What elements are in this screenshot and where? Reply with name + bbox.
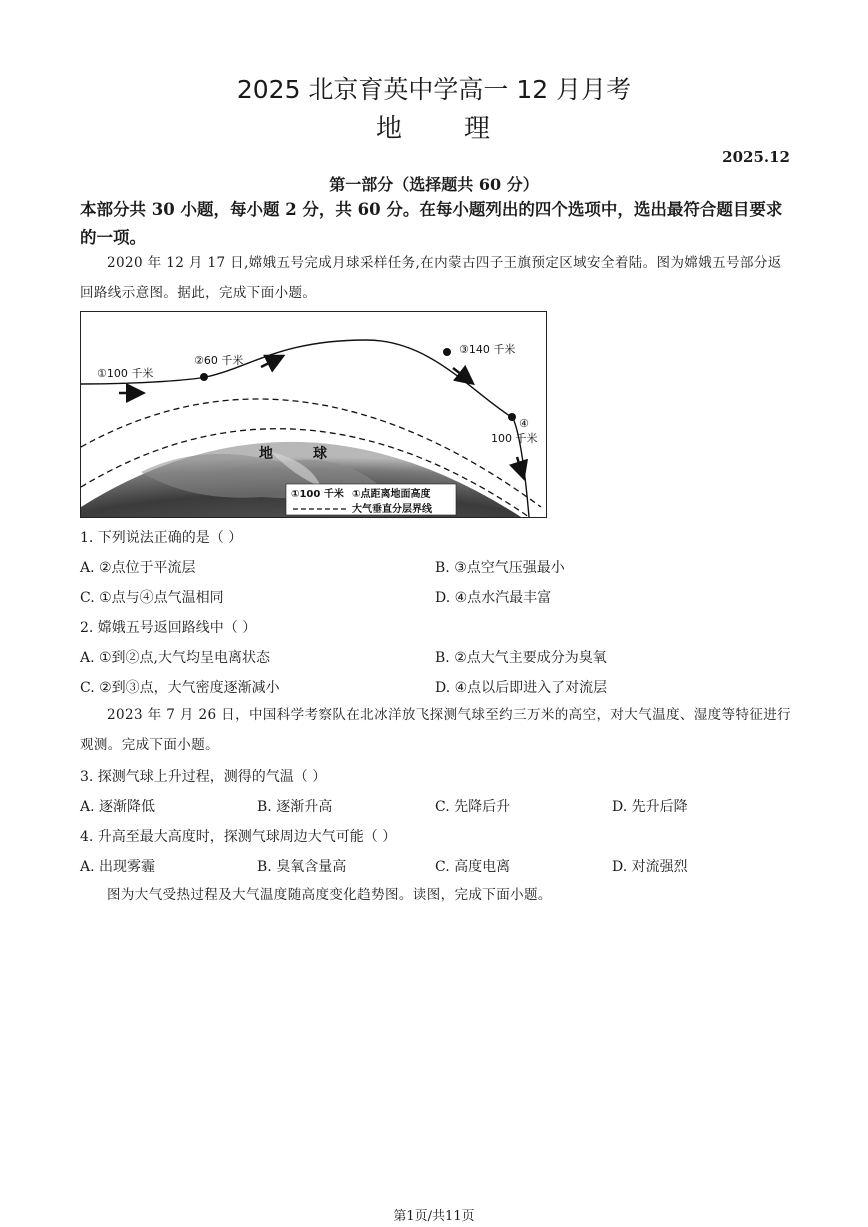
question-3-option-d: D. 先升后降 bbox=[612, 799, 688, 815]
question-2-option-a: A. ①到②点,大气均呈电离状态 bbox=[80, 650, 271, 666]
question-4-option-c: C. 高度电离 bbox=[435, 859, 511, 875]
route-point-3 bbox=[443, 348, 451, 356]
route-point-2 bbox=[200, 373, 208, 381]
label-point-3: ③140 千米 bbox=[459, 343, 516, 356]
label-point-4-altitude: 100 千米 bbox=[491, 432, 538, 445]
question-2-option-c: C. ②到③点，大气密度逐渐减小 bbox=[80, 680, 280, 696]
question-1-option-b: B. ③点空气压强最小 bbox=[435, 560, 565, 576]
exam-date: 2025.12 bbox=[722, 148, 790, 166]
question-1-option-a: A. ②点位于平流层 bbox=[80, 560, 196, 576]
question-2-option-b: B. ②点大气主要成分为臭氧 bbox=[435, 650, 607, 666]
question-2-stem: 2. 嫦娥五号返回路线中（ ） bbox=[80, 620, 257, 636]
question-1-option-c: C. ①点与④点气温相同 bbox=[80, 590, 224, 606]
question-3-stem: 3. 探测气球上升过程，测得的气温（ ） bbox=[80, 769, 327, 785]
question-3-option-a: A. 逐渐降低 bbox=[80, 799, 156, 815]
question-4-stem: 4. 升高至最大高度时，探测气球周边大气可能（ ） bbox=[80, 829, 397, 845]
question-4-option-d: D. 对流强烈 bbox=[612, 859, 688, 875]
passage-1: 2020 年 12 月 17 日,嫦娥五号完成月球采样任务,在内蒙古四子王旗预定区域安全着陆。图为嫦娥五号部分返回路线示意图。据此，完成下面小题。 bbox=[80, 255, 782, 301]
return-route-diagram bbox=[81, 312, 546, 517]
section-title: 第一部分（选择题共 60 分） bbox=[329, 175, 539, 194]
subject-title bbox=[0, 108, 868, 145]
subject-char-2: 理 bbox=[463, 114, 492, 144]
question-4-option-b: B. 臭氧含量高 bbox=[257, 859, 347, 875]
subject-char-1: 地 bbox=[375, 114, 404, 144]
legend-sample: ①100 千米 bbox=[291, 489, 344, 500]
label-point-1: ①100 千米 bbox=[97, 367, 154, 380]
question-4-option-a: A. 出现雾霾 bbox=[80, 859, 156, 875]
exam-title: 2025 北京育英中学高一 12 月月考 bbox=[236, 75, 632, 104]
page-number: 第1页/共11页 bbox=[393, 1209, 475, 1224]
label-point-4-number: ④ bbox=[519, 417, 529, 430]
return-route-figure bbox=[80, 311, 547, 518]
direction-arrow-2 bbox=[261, 357, 281, 367]
question-3-option-b: B. 逐渐升高 bbox=[257, 799, 333, 815]
question-1-stem: 1. 下列说法正确的是（ ） bbox=[80, 530, 243, 546]
question-3-option-c: C. 先降后升 bbox=[435, 799, 511, 815]
section-instructions: 本部分共 30 小题，每小题 2 分，共 60 分。在每小题列出的四个选项中，选出最符合题目要求的一项。 bbox=[80, 200, 783, 247]
passage-2: 2023 年 7 月 26 日，中国科学考察队在北冰洋放飞探测气球至约三万米的高空，对大气温度、湿度等特征进行观测。完成下面小题。 bbox=[80, 707, 792, 753]
legend-line: 大气垂直分层界线 bbox=[352, 504, 432, 515]
passage-3: 图为大气受热过程及大气温度随高度变化趋势图。读图，完成下面小题。 bbox=[107, 887, 552, 903]
label-earth-2: 球 bbox=[313, 446, 327, 462]
label-earth-1: 地 bbox=[259, 446, 273, 462]
label-point-2: ②60 千米 bbox=[194, 354, 244, 367]
question-1-option-d: D. ④点水汽最丰富 bbox=[435, 590, 552, 606]
route-point-4 bbox=[508, 413, 516, 421]
question-2-option-d: D. ④点以后即进入了对流层 bbox=[435, 680, 608, 696]
legend-desc: ①点距离地面高度 bbox=[352, 489, 431, 500]
